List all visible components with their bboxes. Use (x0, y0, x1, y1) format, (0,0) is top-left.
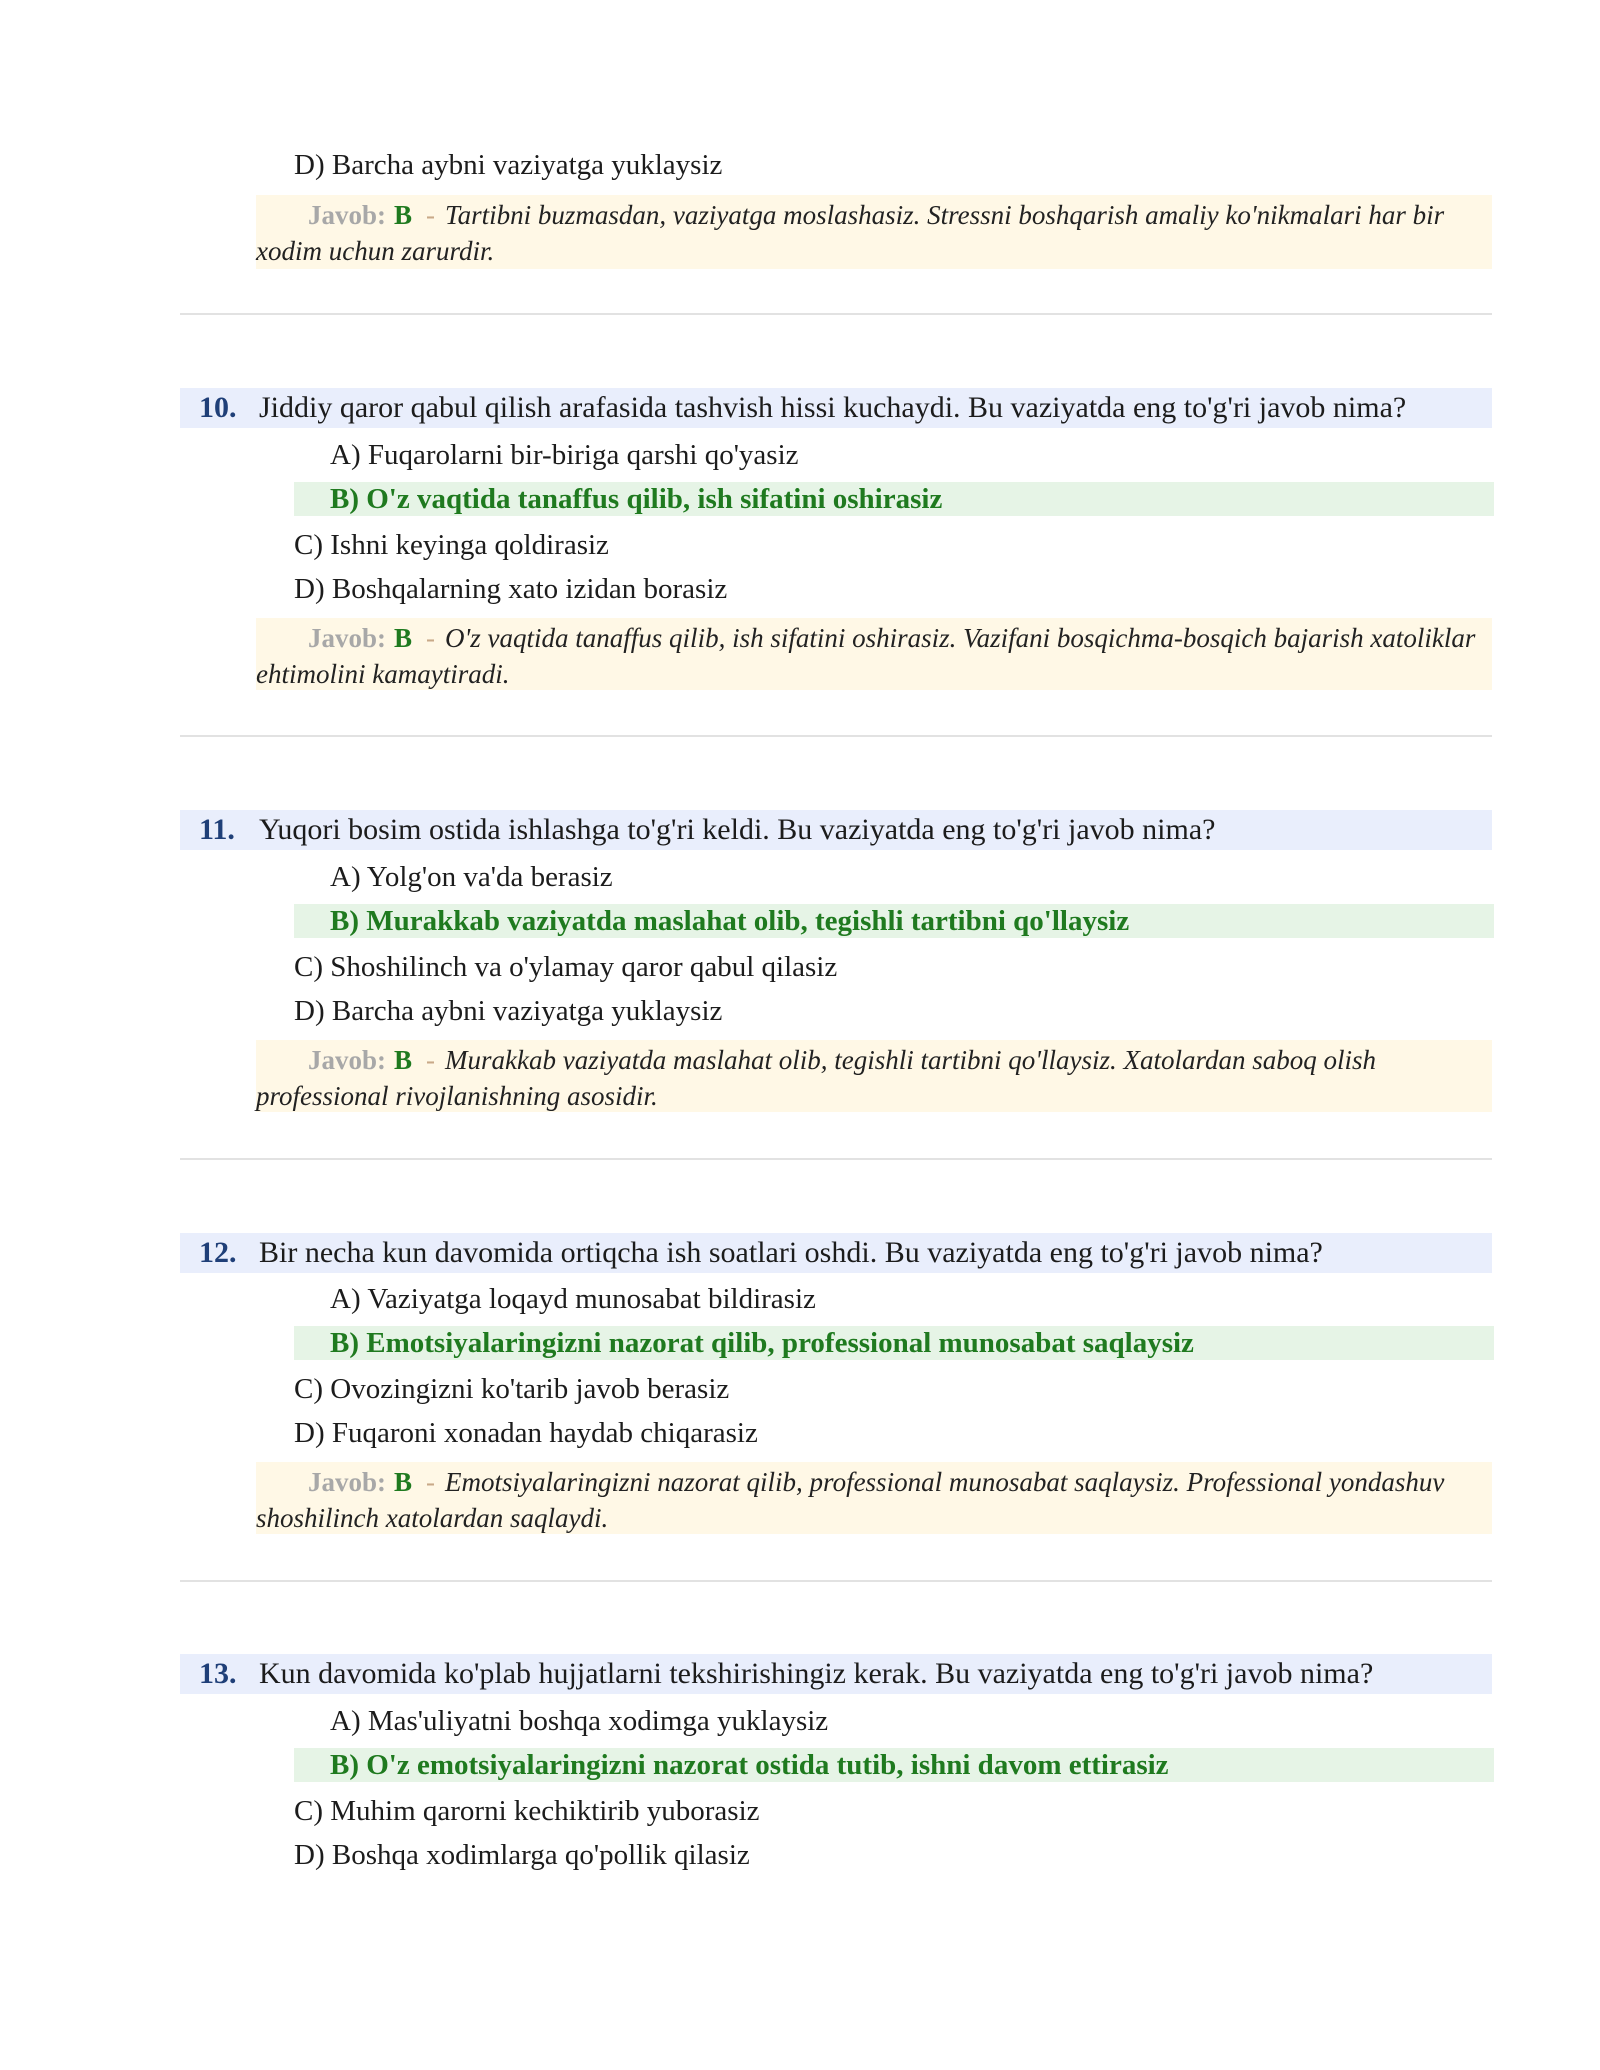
answer-box (256, 618, 1492, 690)
question-text: Bir necha kun davomida ortiqcha ish soatlari oshdi. Bu vaziyatda eng to'g'ri javob nima? (259, 1236, 1323, 1269)
option-d: D) Barcha aybni vaziyatga yuklaysiz (294, 149, 723, 181)
answer-letter: B (394, 1045, 413, 1075)
option-c: C) Ishni keyinga qoldirasiz (294, 529, 609, 561)
question-text: Jiddiy qaror qabul qilish arafasida tashvish hissi kuchaydi. Bu vaziyatda eng to'g'ri javob nima? (259, 391, 1407, 424)
answer-letter: B (394, 1467, 413, 1497)
divider (180, 313, 1492, 315)
option-d: D) Barcha aybni vaziyatga yuklaysiz (294, 995, 723, 1027)
divider (180, 1158, 1492, 1160)
option-b-correct: B) O'z emotsiyalaringizni nazorat ostida tutib, ishni davom ettirasiz (294, 1748, 1494, 1782)
answer-dash: - (426, 200, 436, 230)
option-a: A) Vaziyatga loqayd munosabat bildirasiz (330, 1283, 816, 1315)
answer-letter: B (394, 200, 413, 230)
answer-box (256, 1040, 1492, 1112)
question-number: 12. (199, 1236, 237, 1269)
answer-explanation: Emotsiyalaringizni nazorat qilib, professional munosabat saqlaysiz. Professional yondashuv shoshilinch xatolardan saqlaydi. (256, 1467, 1445, 1533)
answer-explanation: Tartibni buzmasdan, vaziyatga moslashasiz. Stressni boshqarish amaliy ko'nikmalari har bir xodim uchun zarurdir. (256, 200, 1445, 266)
option-c: C) Muhim qarorni kechiktirib yuborasiz (294, 1795, 760, 1827)
option-b-correct: B) O'z vaqtida tanaffus qilib, ish sifatini oshirasiz (294, 482, 1494, 516)
question-text: Yuqori bosim ostida ishlashga to'g'ri keldi. Bu vaziyatda eng to'g'ri javob nima? (259, 813, 1216, 846)
option-a: A) Fuqarolarni bir-biriga qarshi qo'yasiz (330, 439, 799, 471)
divider (180, 1580, 1492, 1582)
answer-explanation: O'z vaqtida tanaffus qilib, ish sifatini oshirasiz. Vazifani bosqichma-bosqich bajarish xatoliklar ehtimolini kamaytiradi. (256, 623, 1476, 689)
option-c: C) Shoshilinch va o'ylamay qaror qabul qilasiz (294, 951, 838, 983)
answer-label: Javob: (308, 1467, 387, 1497)
answer-label: Javob: (308, 200, 387, 230)
question-header (180, 388, 1492, 428)
question-text: Kun davomida ko'plab hujjatlarni tekshirishingiz kerak. Bu vaziyatda eng to'g'ri javob nima? (259, 1657, 1374, 1690)
option-b-correct: B) Emotsiyalaringizni nazorat qilib, professional munosabat saqlaysiz (294, 1326, 1494, 1360)
option-a: A) Yolg'on va'da berasiz (330, 861, 613, 893)
question-number: 13. (199, 1657, 237, 1690)
answer-box (256, 195, 1492, 269)
divider (180, 735, 1492, 737)
answer-dash: - (426, 1467, 436, 1497)
answer-label: Javob: (308, 1045, 387, 1075)
answer-box (256, 1462, 1492, 1534)
option-a: A) Mas'uliyatni boshqa xodimga yuklaysiz (330, 1705, 829, 1737)
option-b-correct: B) Murakkab vaziyatda maslahat olib, tegishli tartibni qo'llaysiz (294, 904, 1494, 938)
question-number: 11. (199, 813, 235, 846)
option-c: C) Ovozingizni ko'tarib javob berasiz (294, 1373, 730, 1405)
answer-label: Javob: (308, 623, 387, 653)
question-header (180, 1654, 1492, 1694)
answer-dash: - (426, 1045, 436, 1075)
option-d: D) Fuqaroni xonadan haydab chiqarasiz (294, 1417, 758, 1449)
option-d: D) Boshqalarning xato izidan borasiz (294, 573, 728, 605)
answer-letter: B (394, 623, 413, 653)
answer-explanation: Murakkab vaziyatda maslahat olib, tegishli tartibni qo'llaysiz. Xatolardan saboq olish professional rivojlanishning asosidir. (256, 1045, 1377, 1111)
question-header (180, 810, 1492, 850)
question-header (180, 1233, 1492, 1273)
answer-dash: - (426, 623, 436, 653)
option-d: D) Boshqa xodimlarga qo'pollik qilasiz (294, 1839, 750, 1871)
question-number: 10. (199, 391, 237, 424)
